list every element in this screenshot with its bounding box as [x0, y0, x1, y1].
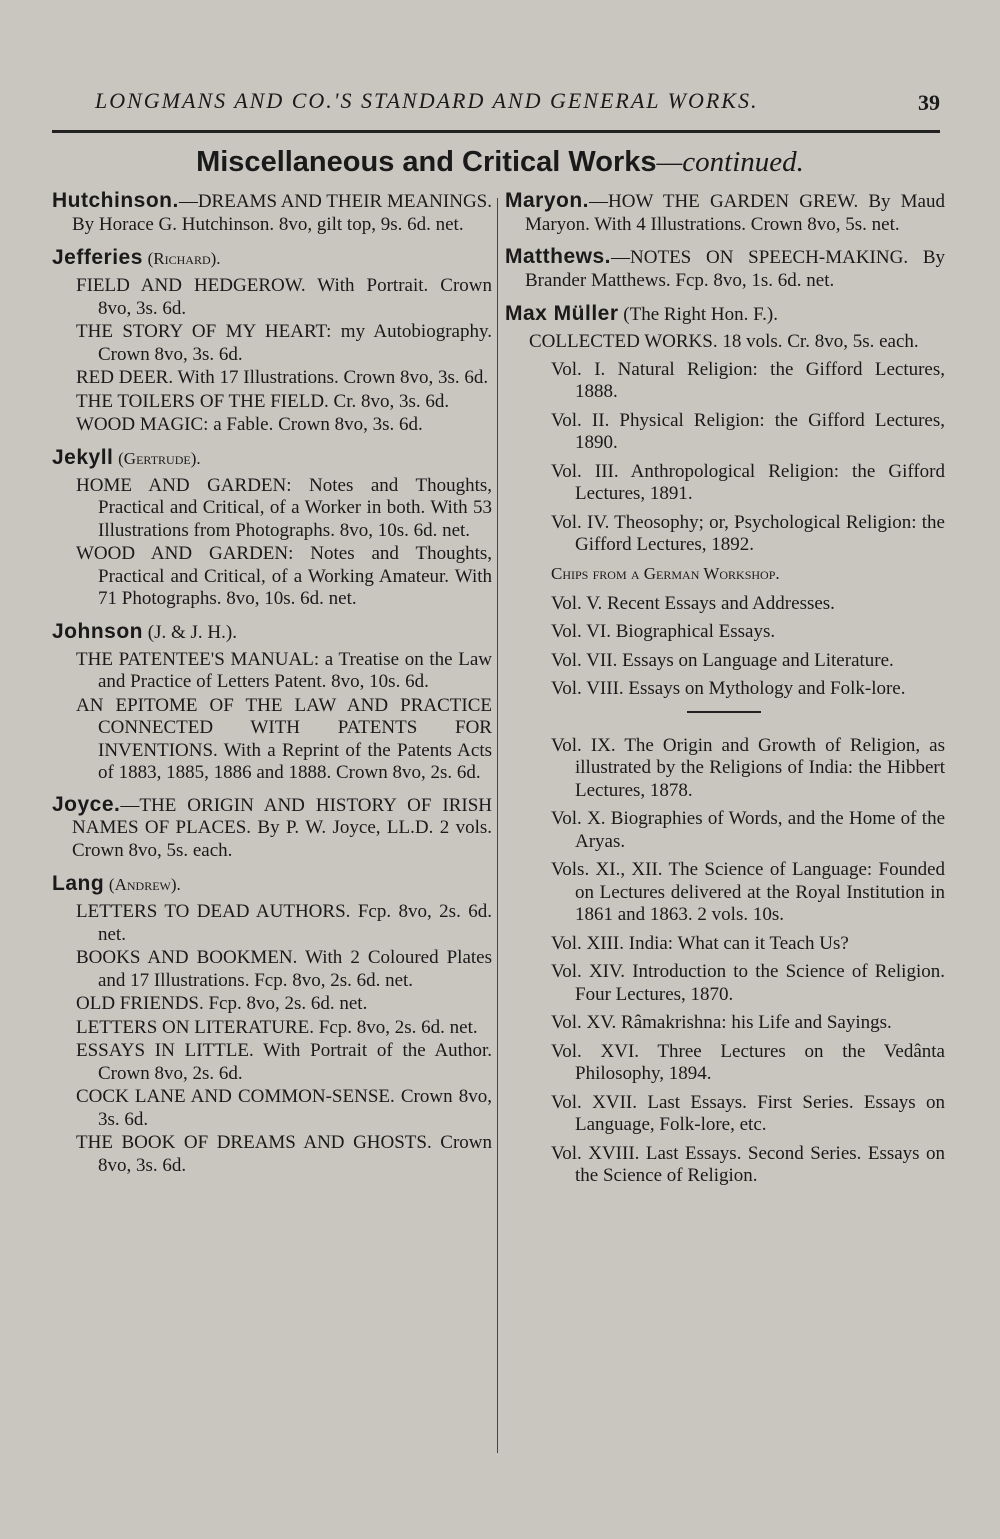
entry-text: —DREAMS AND THEIR MEANINGS. By Horace G. Hutchinson. 8vo, gilt top, 9s. 6d. net.: [72, 191, 492, 235]
collected-works: COLLECTED WORKS. 18 vols. Cr. 8vo, 5s. each.: [529, 331, 919, 352]
volume-item: Vols. XI., XII. The Science of Language: Founded on Lectures delivered at the Royal Institution in 1861 and 1863. 2 vols. 10s.: [551, 859, 945, 925]
entry-johnson: [52, 620, 492, 645]
author-forename: (J. & J. H.).: [147, 621, 237, 643]
list-item: LETTERS ON LITERATURE. Fcp. 8vo, 2s. 6d. net.: [76, 1016, 478, 1038]
author-name: Hutchinson.: [52, 189, 179, 212]
author-name: Matthews.: [505, 245, 612, 268]
volume-item: Vol. X. Biographies of Words, and the Home of the Aryas.: [551, 808, 945, 852]
volume-item: Vol. I. Natural Religion: the Gifford Lectures, 1888.: [551, 358, 945, 402]
entry-lang: [52, 872, 492, 897]
entry-matthews: [505, 246, 945, 292]
list-item: ESSAYS IN LITTLE. With Portrait of the Author. Crown 8vo, 2s. 6d.: [76, 1040, 492, 1084]
volume-item: Vol. XIII. India: What can it Teach Us?: [551, 932, 849, 954]
entry-jefferies: [52, 246, 492, 271]
volume-item: Vol. IV. Theosophy; or, Psychological Religion: the Gifford Lectures, 1892.: [551, 511, 945, 555]
volume-item: Vol. III. Anthropological Religion: the Gifford Lectures, 1891.: [551, 460, 945, 504]
entry-text: —HOW THE GARDEN GREW. By Maud Maryon. With 4 Illustrations. Crown 8vo, 5s. net.: [525, 191, 945, 235]
author-name: Max Müller: [505, 302, 619, 325]
author-forename: (Gertrude).: [118, 448, 201, 468]
header-rule: [52, 130, 940, 133]
entry-text: —THE ORIGIN AND HISTORY OF IRISH NAMES OF PLACES. By P. W. Joyce, LL.D. 2 vols. Crown 8vo, 5s. each.: [72, 794, 492, 861]
running-head: LONGMANS AND CO.'S STANDARD AND GENERAL WORKS.: [95, 88, 759, 113]
column-divider: [497, 198, 498, 1453]
page-number: 39: [918, 90, 940, 115]
list-item: THE PATENTEE'S MANUAL: a Treatise on the Law and Practice of Letters Patent. 8vo, 10s. 6d.: [76, 648, 492, 692]
list-item: OLD FRIENDS. Fcp. 8vo, 2s. 6d. net.: [76, 993, 368, 1014]
right-column: [505, 190, 945, 1194]
volume-item: Vol. XVI. Three Lectures on the Vedânta Philosophy, 1894.: [551, 1040, 945, 1084]
left-column: [52, 190, 492, 1178]
list-item: WOOD AND GARDEN: Notes and Thoughts, Practical and Critical, of a Working Amateur. With 71 Photographs. 8vo, 10s. 6d. net.: [76, 543, 492, 609]
author-name: Joyce.: [52, 792, 121, 816]
entry-jekyll: [52, 446, 492, 471]
volume-item: Vol. XIV. Introduction to the Science of Religion. Four Lectures, 1870.: [551, 961, 945, 1005]
entry-maryon: [505, 190, 945, 236]
author-name: Johnson: [52, 619, 143, 643]
author-forename: (The Right Hon. F.).: [623, 304, 778, 325]
list-item: WOOD MAGIC: a Fable. Crown 8vo, 3s. 6d.: [76, 414, 423, 435]
volume-item: Vol. II. Physical Religion: the Gifford Lectures, 1890.: [551, 409, 945, 453]
author-name: Maryon.: [505, 189, 590, 212]
short-rule: [687, 711, 761, 713]
list-item: BOOKS AND BOOKMEN. With 2 Coloured Plates and 17 Illustrations. Fcp. 8vo, 2s. 6d. net.: [76, 947, 492, 991]
volume-item: Vol. VIII. Essays on Mythology and Folk-lore.: [551, 678, 906, 699]
volume-item: Vol. VI. Biographical Essays.: [551, 621, 776, 642]
list-item: FIELD AND HEDGEROW. With Portrait. Crown 8vo, 3s. 6d.: [76, 275, 492, 319]
volume-item: Vol. VII. Essays on Language and Literature.: [551, 649, 894, 671]
entry-max-muller: [505, 302, 945, 327]
author-forename: (Andrew).: [108, 875, 181, 894]
list-item: LETTERS TO DEAD AUTHORS. Fcp. 8vo, 2s. 6d. net.: [76, 901, 492, 945]
list-item: HOME AND GARDEN: Notes and Thoughts, Practical and Critical, of a Worker in both. With 53 Illustrations from Photographs. 8vo, 10s. 6d. net.: [76, 474, 492, 541]
author-forename: (Richard).: [147, 249, 221, 268]
volume-item: Vol. IX. The Origin and Growth of Religion, as illustrated by the Religions of India: the Hibbert Lectures, 1878.: [551, 734, 945, 801]
volume-item: Vol. XV. Râmakrishna: his Life and Sayings.: [551, 1012, 892, 1033]
author-name: Jekyll: [52, 445, 114, 469]
volume-item: Vol. V. Recent Essays and Addresses.: [551, 592, 835, 614]
volume-item: Vol. XVIII. Last Essays. Second Series. Essays on the Science of Religion.: [551, 1142, 945, 1186]
entry-hutchinson: [52, 190, 492, 236]
section-title: [0, 146, 1000, 179]
subheading-chips: Chips from a German Workshop.: [551, 563, 780, 583]
author-name: Lang: [52, 872, 105, 895]
section-title-text: Miscellaneous and Critical Works: [196, 146, 657, 178]
section-title-suffix: —continued.: [656, 146, 804, 178]
entry-joyce: [52, 794, 492, 863]
list-item: COCK LANE AND COMMON-SENSE. Crown 8vo, 3s. 6d.: [76, 1086, 492, 1130]
list-item: AN EPITOME OF THE LAW AND PRACTICE CONNECTED WITH PATENTS FOR INVENTIONS. With a Reprint of the Patents Acts of 1883, 1885, 1886 and 1888. Crown 8vo, 2s. 6d.: [76, 694, 492, 783]
entry-text: —NOTES ON SPEECH-MAKING. By Brander Matthews. Fcp. 8vo, 1s. 6d. net.: [525, 247, 945, 291]
author-name: Jefferies: [52, 246, 143, 269]
list-item: THE TOILERS OF THE FIELD. Cr. 8vo, 3s. 6d.: [76, 390, 450, 412]
list-item: RED DEER. With 17 Illustrations. Crown 8vo, 3s. 6d.: [76, 367, 489, 388]
volume-item: Vol. XVII. Last Essays. First Series. Essays on Language, Folk-lore, etc.: [551, 1091, 945, 1135]
list-item: THE STORY OF MY HEART: my Autobiography. Crown 8vo, 3s. 6d.: [76, 321, 492, 365]
list-item: THE BOOK OF DREAMS AND GHOSTS. Crown 8vo, 3s. 6d.: [76, 1132, 492, 1176]
